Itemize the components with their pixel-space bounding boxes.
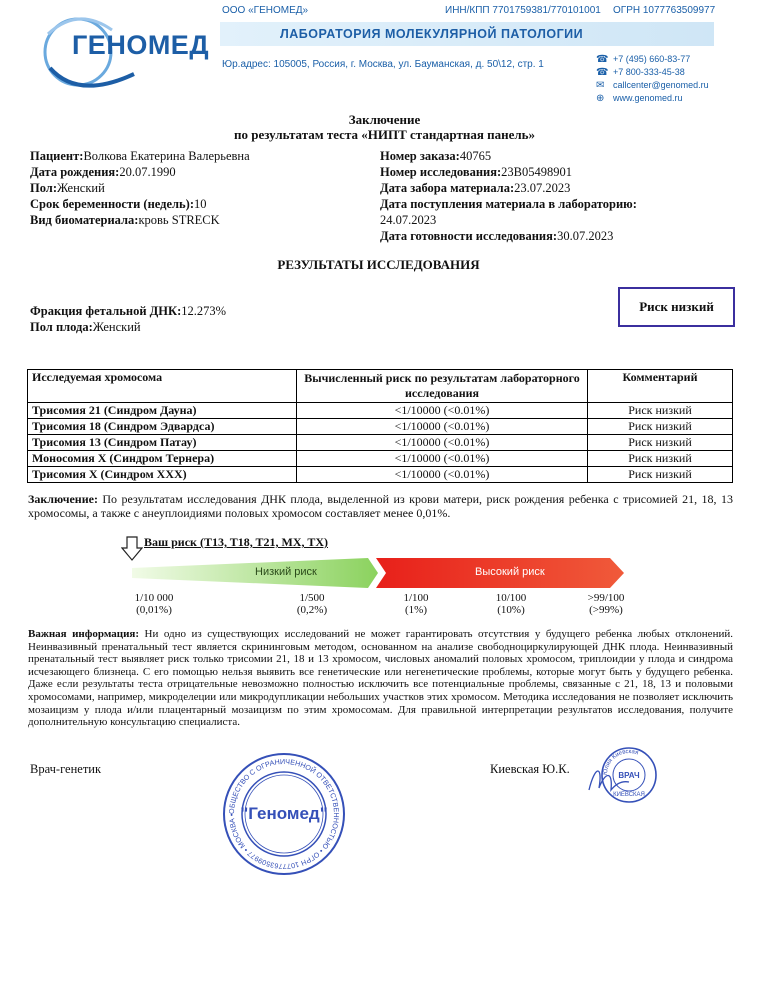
tick-ratio: 1/100 [403,592,429,604]
stamp-ring-text: ОБЩЕСТВО С ОГРАНИЧЕННОЙ ОТВЕТСТВЕННОСТЬЮ • ОГРН 1077763509977 • МОСКВА • [226,756,342,872]
label: Дата рождения: [30,165,120,179]
order-info [380,148,730,244]
label: Пол плода: [30,320,93,334]
chromosome-cell: Трисомия 13 (Синдром Патау) [28,435,297,451]
stamp-center-text: "Геномед" [240,804,328,823]
org-name: ООО «ГЕНОМЕД» [222,5,309,16]
label: Фракция фетальной ДНК: [30,304,182,318]
table-row [28,451,733,467]
comment-cell: Риск низкий [588,403,733,419]
globe-icon: ⊕ [596,93,605,104]
tick-percent: (>99%) [589,604,623,616]
col-header-comment: Комментарий [588,370,733,403]
risk-cell: <1/10000 (<0.01%) [297,435,588,451]
patient-info [30,148,370,228]
personal-stamp [600,746,658,809]
scale-title: Ваш риск (T13, T18, T21, MX, TX) [144,535,328,549]
label: Дата поступления материала в лабораторию: [380,197,637,211]
phone-icon: ☎ [596,54,609,65]
patient-name: Волкова Екатерина Валерьевна [83,149,250,163]
biomaterial: кровь STRECK [138,213,220,227]
tick-percent: (0,01%) [136,604,172,616]
fetal-info [30,303,226,335]
risk-summary-box: Риск низкий [618,287,735,327]
label: Пациент: [30,149,84,163]
chromosome-cell: Трисомия 18 (Синдром Эдвардса) [28,419,297,435]
tick-percent: (0,2%) [296,604,328,616]
important-text: Ни одно из существующих исследований не может гарантировать отсутствия у будущего ребенка любых отклонений. Неинвазивный пренатальный тест является скрининговым методом, основанном на анализе свободноциркулирующей ДНК плода. Неинвазивный пренатальный тест выявляет риск только трисомии 21, 18 и 13 хромосом, числовых аномалий половых хромосом, триплоидии у плода и синдрома исчезающего близнеца. С его помощью нельзя выявить все генетические или негенетические проблемы, которые могут быть у будущего ребенка. Даже если результаты теста отрицательные невозможно полностью исключить все потенциальные проблемы, связанные с 21, 18, 13 и половыми хромосомами, например, микроделеции или микродупликации небольших участков этих хромосом. Методика исследования не позволяет исключить мозаицизм у плода и/или плацентарный мозаицизм по этим хромосомам. Для правильной интерпретации результатов исследования, получите дополнительную консультацию специалиста. [28,628,733,729]
label: Вид биоматериала: [30,213,139,227]
tick-percent: (1%) [405,604,427,616]
scale-tick [481,592,541,616]
col-header-chromosome: Исследуемая хромосома [28,370,297,403]
comment-cell: Риск низкий [588,435,733,451]
table-row [28,435,733,451]
tick-percent: (10%) [497,604,525,616]
tick-ratio: 10/100 [495,592,527,604]
personal-stamp-ring: Юлия Киевская [602,748,640,776]
patient-sex: Женский [56,181,105,195]
risk-cell: <1/10000 (<0.01%) [297,419,588,435]
label: Срок беременности (недель): [30,197,194,211]
website: www.genomed.ru [613,93,683,103]
results-heading: РЕЗУЛЬТАТЫ ИССЛЕДОВАНИЯ [277,257,480,272]
chromosome-cell: Трисомия X (Синдром XXX) [28,467,297,483]
label: Номер заказа: [380,149,460,163]
fetal-fraction: 12.273% [181,304,227,318]
risk-cell: <1/10000 (<0.01%) [297,403,588,419]
high-risk-label: Высокий риск [475,566,545,578]
label: Дата забора материала: [380,181,515,195]
inn: ИНН/КПП 7701759381/770101001 [445,5,601,16]
chromosome-cell: Трисомия 21 (Синдром Дауна) [28,403,297,419]
label: Номер исследования: [380,165,502,179]
phone-1: +7 (495) 660-83-77 [613,54,691,64]
risk-scale-bar [132,556,632,595]
personal-stamp-mid: ВРАЧ [618,771,640,780]
scale-tick [576,592,636,616]
personal-stamp-bot: КИЕВСКАЯ [613,792,645,798]
risk-cell: <1/10000 (<0.01%) [297,467,588,483]
email: callcenter@genomed.ru [613,80,709,90]
tick-ratio: 1/500 [299,592,325,604]
company-stamp [222,752,346,881]
study-number: 23B05498901 [501,165,573,179]
col-header-risk: Вычисленный риск по результатам лабораторного исследования [297,370,588,403]
table-row [28,403,733,419]
scale-tick [386,592,446,616]
phone-icon: ☎ [596,67,609,78]
collect-date: 23.07.2023 [514,181,571,195]
table-header-row [28,370,733,403]
low-risk-label: Низкий риск [255,566,317,578]
results-table [27,369,733,483]
tick-ratio: >99/100 [587,592,625,604]
patient-dob: 20.07.1990 [119,165,176,179]
table-row [28,467,733,483]
doc-subtitle: по результатам теста «НИПТ стандартная панель» [233,127,536,142]
conclusion-label: Заключение: [28,492,98,506]
ogrn: ОГРН 1077763509977 [613,5,716,16]
scale-tick [124,592,184,616]
label: Пол: [30,181,57,195]
important-info [28,628,733,729]
doc-title: Заключение [348,112,421,127]
risk-cell: <1/10000 (<0.01%) [297,451,588,467]
label: Дата готовности исследования: [380,229,558,243]
fetal-sex: Женский [92,320,141,334]
lab-name: ЛАБОРАТОРИЯ МОЛЕКУЛЯРНОЙ ПАТОЛОГИИ [280,27,584,41]
arrive-date: 24.07.2023 [380,213,437,227]
doctor-role: Врач-генетик [30,762,102,776]
comment-cell: Риск низкий [588,467,733,483]
comment-cell: Риск низкий [588,451,733,467]
order-number: 40765 [459,149,492,163]
important-label: Важная информация: [28,628,140,640]
pregnancy-term: 10 [194,197,207,211]
email-icon: ✉ [596,80,605,91]
doctor-name: Киевская Ю.К. [490,762,570,776]
tick-ratio: 1/10 000 [134,592,174,604]
conclusion [28,493,733,520]
chromosome-cell: Моносомия X (Синдром Тернера) [28,451,297,467]
phone-2: +7 800-333-45-38 [613,67,685,77]
table-row [28,419,733,435]
comment-cell: Риск низкий [588,419,733,435]
conclusion-text: По результатам исследования ДНК плода, выделенной из крови матери, риск рождения ребенка с трисомией 21, 18, 13 хромосомы, а также с анеуплоидиями половых хромосом составляет менее 0,01%. [28,492,733,520]
scale-tick [282,592,342,616]
logo-text: ГЕНОМЕД [72,30,210,60]
address: Юр.адрес: 105005, Россия, г. Москва, ул. Бауманская, д. 50\12, стр. 1 [222,59,544,70]
ready-date: 30.07.2023 [557,229,614,243]
